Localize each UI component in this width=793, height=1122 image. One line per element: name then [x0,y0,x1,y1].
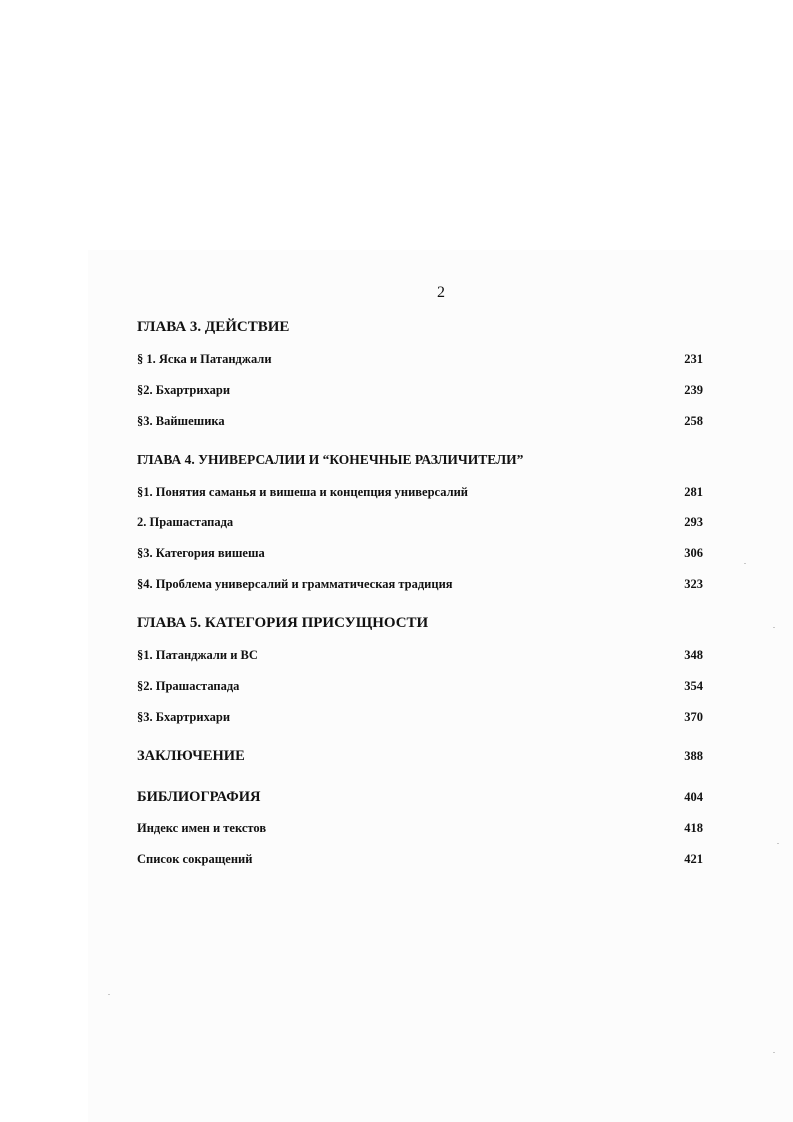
chapter-3-title: ГЛАВА 3. ДЕЙСТВИЕ [137,319,290,335]
page-number: 2 [437,284,445,301]
toc-entry-page: 293 [684,515,703,529]
toc-entry-page: 258 [684,414,703,428]
toc-entry-page: 281 [684,485,703,499]
toc-entry-page: 231 [684,352,703,366]
scan-speck [773,627,775,628]
toc-entry-label: §1. Патанджали и ВС [137,648,258,662]
toc-abbreviations-page: 421 [684,852,703,866]
toc-entry-page: 306 [684,546,703,560]
scan-speck [777,843,779,844]
toc-bibliography-page: 404 [684,790,703,804]
toc-entry-label: 2. Прашастапада [137,515,234,529]
chapter-5-title: ГЛАВА 5. КАТЕГОРИЯ ПРИСУЩНОСТИ [137,615,429,631]
toc-entry-page: 323 [684,577,703,591]
toc-conclusion-page: 388 [684,749,703,763]
toc-entry [137,383,703,398]
toc-bibliography-label: БИБЛИОГРАФИЯ [137,789,261,805]
toc-entry [137,485,703,500]
toc-entry [137,710,703,725]
toc-entry [137,546,703,561]
toc-entry [137,352,703,367]
toc-entry-label: §3. Вайшешика [137,414,225,428]
toc-entry-label: §4. Проблема универсалий и грамматическая традиция [137,577,453,591]
toc-abbreviations [137,852,703,867]
toc-conclusion-label: ЗАКЛЮЧЕНИЕ [137,748,245,764]
toc-entry-label: §3. Бхартрихари [137,710,231,724]
toc-entry-label: § 1. Яска и Патанджали [137,352,272,366]
toc-bibliography [137,789,703,806]
toc-entry-label: §3. Категория вишеша [137,546,265,560]
chapter-4-title: ГЛАВА 4. УНИВЕРСАЛИИ И “КОНЕЧНЫЕ РАЗЛИЧИТЕЛИ” [137,452,524,467]
scan-speck [108,994,110,995]
scan-speck [744,563,746,564]
toc-conclusion [137,748,703,765]
toc-index-label: Индекс имен и текстов [137,821,267,835]
toc-entry-page: 239 [684,383,703,397]
toc-entry [137,679,703,694]
toc-entry-page: 370 [684,710,703,724]
toc-index [137,821,703,836]
scan-speck [773,1052,775,1053]
toc-entry [137,577,703,592]
toc-entry [137,648,703,663]
toc-index-page: 418 [684,821,703,835]
toc-entry [137,414,703,429]
toc-entry-label: §1. Понятия саманья и вишеша и концепция универсалий [137,485,468,499]
toc-entry-label: §2. Бхартрихари [137,383,231,397]
toc-entry-label: §2. Прашастапада [137,679,240,693]
toc-abbreviations-label: Список сокращений [137,852,253,866]
toc-entry-page: 354 [684,679,703,693]
toc-entry-page: 348 [684,648,703,662]
toc-entry [137,515,703,530]
